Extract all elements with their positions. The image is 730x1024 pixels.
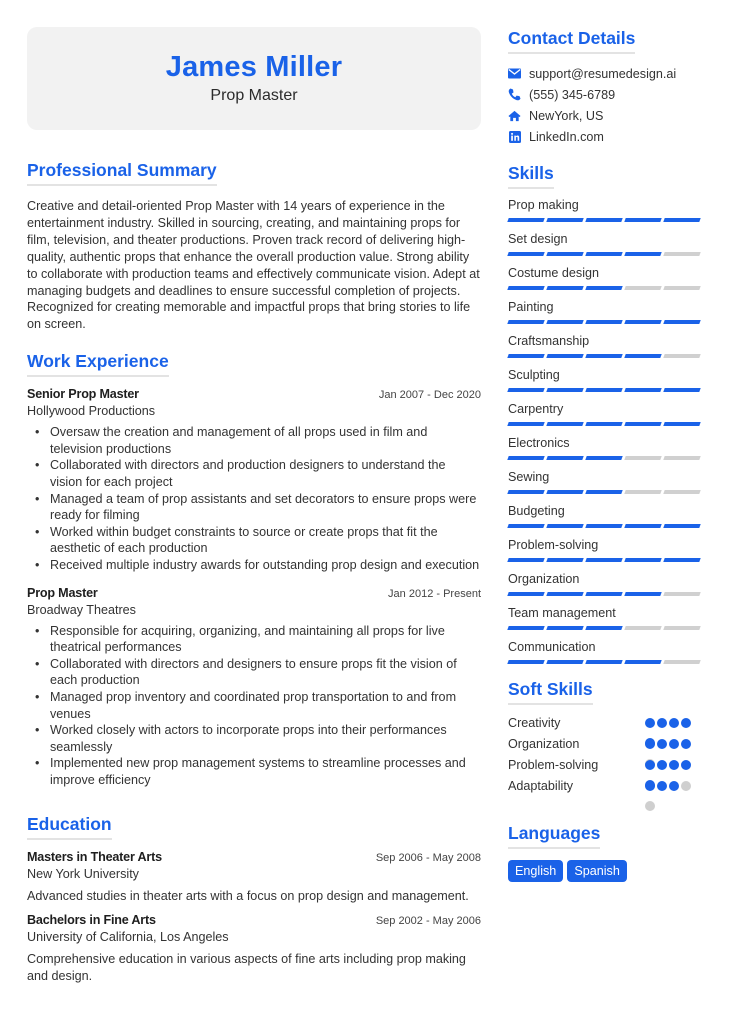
languages-section (508, 822, 708, 882)
rating-segment (507, 490, 544, 494)
soft-skills-list (508, 712, 708, 796)
skill-rating-bar (508, 490, 708, 494)
rating-segment (585, 558, 622, 562)
rating-segment (624, 660, 661, 664)
rating-segment (663, 218, 700, 222)
rating-segment (585, 218, 622, 222)
skill-rating-bar (508, 388, 708, 392)
rating-segment (546, 524, 583, 528)
education-header (27, 912, 481, 928)
rating-segment (507, 626, 544, 630)
skill-name: Costume design (508, 266, 600, 280)
rating-segment (585, 422, 622, 426)
skill-item (508, 367, 708, 392)
skill-name: Sewing (508, 470, 550, 484)
soft-skill-item (508, 775, 708, 796)
rating-dot (669, 718, 679, 728)
rating-segment (507, 354, 544, 358)
contact-item[interactable] (508, 126, 708, 147)
rating-segment (507, 592, 544, 596)
soft-skills-heading: Soft Skills (508, 678, 593, 705)
skill-item (508, 435, 708, 460)
rating-segment (624, 558, 661, 562)
rating-segment (624, 388, 661, 392)
contact-text[interactable]: NewYork, US (529, 108, 604, 123)
rating-segment (585, 592, 622, 596)
skill-rating-bar (508, 320, 708, 324)
skill-item (508, 299, 708, 324)
rating-segment (663, 490, 700, 494)
contact-heading: Contact Details (508, 27, 635, 54)
skill-item (508, 571, 708, 596)
rating-segment (663, 252, 700, 256)
job-entry (27, 386, 481, 573)
rating-segment (624, 592, 661, 596)
job-bullets (27, 623, 481, 789)
main-column (27, 27, 481, 984)
rating-segment (546, 422, 583, 426)
rating-segment (624, 354, 661, 358)
sidebar-column (508, 27, 708, 882)
job-header (27, 386, 481, 402)
education-dates: Sep 2006 - May 2008 (375, 851, 481, 864)
summary-section (27, 159, 481, 333)
languages-heading: Languages (508, 822, 600, 849)
rating-segment (507, 558, 544, 562)
skill-item (508, 333, 708, 358)
rating-segment (507, 524, 544, 528)
rating-segment (507, 218, 544, 222)
job-bullet: • Collaborated with directors and designers to ensure props fit the vision of each production (27, 656, 481, 689)
home-icon (508, 109, 521, 122)
rating-dot (681, 739, 691, 749)
skill-name: Team management (508, 606, 616, 620)
job-role: Prop Master (27, 585, 98, 600)
contact-item[interactable] (508, 84, 708, 105)
skill-name: Budgeting (508, 504, 565, 518)
education-header (27, 849, 481, 865)
soft-skill-rating (645, 754, 695, 775)
rating-segment (663, 524, 700, 528)
education-description: Comprehensive education in various aspects of fine arts including prop making and design. (27, 952, 466, 983)
experience-section (27, 350, 481, 788)
rating-dot (645, 781, 655, 791)
rating-segment (624, 286, 661, 290)
rating-segment (546, 320, 583, 324)
contact-list (508, 63, 708, 147)
rating-segment (585, 660, 622, 664)
job-dates: Jan 2007 - Dec 2020 (378, 389, 481, 402)
rating-dot (657, 760, 667, 770)
skill-name: Set design (508, 232, 568, 246)
rating-segment (585, 286, 622, 290)
rating-segment (663, 626, 700, 630)
skill-name: Electronics (508, 436, 570, 450)
contact-section (508, 27, 708, 147)
rating-segment (507, 660, 544, 664)
skill-rating-bar (508, 558, 708, 562)
job-bullet: • Collaborated with directors and production designers to understand the vision for each project (27, 457, 481, 490)
education-entry (27, 912, 481, 984)
rating-dot (645, 739, 655, 749)
phone-icon (508, 88, 521, 101)
rating-segment (624, 422, 661, 426)
soft-skill-rating (645, 733, 695, 754)
skill-name: Organization (508, 572, 580, 586)
soft-skill-name: Creativity (508, 715, 561, 730)
rating-segment (546, 286, 583, 290)
job-bullets (27, 424, 481, 573)
job-company: Hollywood Productions (27, 404, 156, 419)
skill-item (508, 197, 708, 222)
language-badge: Spanish (567, 860, 627, 882)
rating-segment (507, 252, 544, 256)
soft-skill-item (508, 733, 708, 754)
contact-item[interactable] (508, 63, 708, 84)
rating-segment (624, 252, 661, 256)
skill-item (508, 469, 708, 494)
job-company: Broadway Theatres (27, 602, 136, 617)
candidate-name: James Miller (165, 51, 343, 83)
skill-name: Communication (508, 640, 596, 654)
rating-dot (657, 781, 667, 791)
rating-segment (546, 354, 583, 358)
job-role: Senior Prop Master (27, 387, 139, 402)
rating-dot (645, 760, 655, 770)
job-dates: Jan 2012 - Present (388, 587, 481, 600)
rating-segment (585, 524, 622, 528)
education-section (27, 813, 481, 985)
degree: Masters in Theater Arts (27, 849, 162, 864)
skill-item (508, 231, 708, 256)
contact-item[interactable] (508, 105, 708, 126)
language-list (508, 860, 708, 882)
rating-segment (624, 320, 661, 324)
soft-skill-name: Adaptability (508, 778, 574, 793)
experience-heading: Work Experience (27, 350, 169, 377)
skill-name: Prop making (508, 198, 579, 212)
rating-segment (624, 456, 661, 460)
skill-name: Carpentry (508, 402, 564, 416)
job-bullet: • Worked within budget constraints to source or create props that fit the aesthetic of each production (27, 524, 481, 557)
summary-text: Creative and detail-oriented Prop Master with 14 years of experience in the entertainment industry. Skilled in sourcing, creating, and maintaining props for film, television, and theater productions. Proven track record of delivering high-quality, authentic props that enhance the overall production value. Strong ability to collaborate with production teams and effectively communicate vision. Adept at managing budgets and deadlines to ensure successful completion of projects. Recognized for creating memorable and impactful props that bring stories to life on screen. (27, 199, 480, 332)
soft-skill-rating (645, 775, 695, 796)
skill-name: Craftsmanship (508, 334, 590, 348)
skill-rating-bar (508, 626, 708, 630)
education-dates: Sep 2002 - May 2006 (375, 915, 481, 928)
rating-segment (585, 456, 622, 460)
rating-segment (624, 626, 661, 630)
rating-segment (507, 388, 544, 392)
rating-segment (546, 558, 583, 562)
job-list (27, 386, 481, 788)
soft-skill-name: Problem-solving (508, 757, 599, 772)
rating-segment (624, 218, 661, 222)
school: University of California, Los Angeles (27, 930, 229, 945)
job-bullet: • Implemented new prop management systems to streamline processes and improve efficiency (27, 755, 481, 788)
rating-segment (663, 388, 700, 392)
rating-dot (681, 760, 691, 770)
skill-rating-bar (508, 422, 708, 426)
skill-item (508, 503, 708, 528)
summary-heading: Professional Summary (27, 159, 217, 186)
skills-section (508, 162, 708, 664)
soft-skill-item (508, 712, 708, 733)
job-header (27, 585, 481, 601)
contact-text[interactable]: support@resumedesign.ai (529, 66, 677, 81)
rating-dot (645, 801, 655, 811)
rating-dot (657, 739, 667, 749)
skill-item (508, 605, 708, 630)
skill-rating-bar (508, 354, 708, 358)
rating-segment (546, 456, 583, 460)
skill-rating-bar (508, 218, 708, 222)
education-description: Advanced studies in theater arts with a focus on prop design and management. (27, 888, 469, 903)
soft-skill-name: Organization (508, 736, 580, 751)
rating-segment (585, 354, 622, 358)
rating-segment (546, 388, 583, 392)
rating-dot (657, 718, 667, 728)
skills-heading: Skills (508, 162, 554, 189)
soft-skills-section (508, 678, 708, 796)
job-bullet: • Managed prop inventory and coordinated prop transportation to and from venues (27, 689, 481, 722)
skill-item (508, 265, 708, 290)
education-heading: Education (27, 813, 112, 840)
rating-segment (585, 252, 622, 256)
rating-segment (663, 320, 700, 324)
soft-skill-rating (645, 712, 695, 733)
rating-segment (546, 626, 583, 630)
rating-segment (507, 320, 544, 324)
degree: Bachelors in Fine Arts (27, 913, 156, 928)
rating-segment (546, 218, 583, 222)
language-badge: English (508, 860, 563, 882)
skill-rating-bar (508, 286, 708, 290)
skill-rating-bar (508, 524, 708, 528)
skill-rating-bar (508, 592, 708, 596)
rating-segment (585, 388, 622, 392)
rating-segment (507, 286, 544, 290)
envelope-icon (508, 67, 521, 80)
rating-dot (669, 781, 679, 791)
rating-segment (546, 592, 583, 596)
rating-dot (681, 718, 691, 728)
job-bullet: • Worked closely with actors to incorporate props into their performances seamlessly (27, 722, 481, 755)
rating-segment (585, 490, 622, 494)
rating-segment (663, 456, 700, 460)
contact-text[interactable]: LinkedIn.com (529, 129, 604, 144)
contact-text[interactable]: (555) 345-6789 (529, 87, 616, 102)
job-bullet: • Responsible for acquiring, organizing, and maintaining all props for live theatrical performances (27, 623, 481, 656)
education-list (27, 849, 481, 985)
skill-name: Problem-solving (508, 538, 599, 552)
skill-item (508, 537, 708, 562)
skill-rating-bar (508, 660, 708, 664)
skills-list (508, 197, 708, 664)
rating-segment (507, 456, 544, 460)
rating-segment (546, 252, 583, 256)
rating-segment (663, 354, 700, 358)
soft-skill-item (508, 754, 708, 775)
school: New York University (27, 866, 139, 881)
skill-name: Sculpting (508, 368, 560, 382)
skill-rating-bar (508, 252, 708, 256)
rating-segment (663, 422, 700, 426)
rating-segment (546, 660, 583, 664)
rating-dot (669, 739, 679, 749)
job-bullet: • Oversaw the creation and management of all props used in film and television productions (27, 424, 481, 457)
job-bullet: • Managed a team of prop assistants and set decorators to ensure props were ready for filming (27, 491, 481, 524)
skill-item (508, 401, 708, 426)
rating-segment (507, 422, 544, 426)
linkedin-icon (508, 130, 521, 143)
rating-segment (663, 558, 700, 562)
rating-segment (585, 626, 622, 630)
rating-segment (585, 320, 622, 324)
rating-segment (624, 524, 661, 528)
rating-segment (663, 660, 700, 664)
rating-segment (546, 490, 583, 494)
rating-segment (624, 490, 661, 494)
rating-dot (681, 781, 691, 791)
job-bullet: • Received multiple industry awards for outstanding prop design and execution (27, 557, 481, 574)
rating-dot (645, 718, 655, 728)
skill-item (508, 639, 708, 664)
rating-segment (663, 592, 700, 596)
rating-dot (669, 760, 679, 770)
resume-header (27, 27, 481, 130)
job-entry (27, 585, 481, 789)
skill-rating-bar (508, 456, 708, 460)
education-entry (27, 849, 481, 905)
rating-segment (663, 286, 700, 290)
candidate-title: Prop Master (210, 87, 298, 104)
skill-name: Painting (508, 300, 554, 314)
